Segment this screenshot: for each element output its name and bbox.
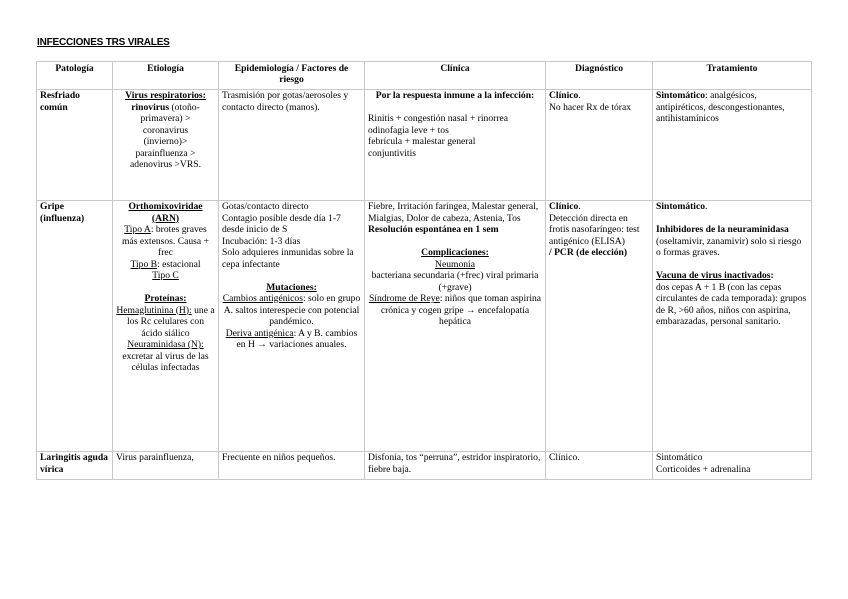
tratamiento-line: Sintomático xyxy=(656,452,703,463)
rinovirus-label: rinovirus xyxy=(131,101,170,113)
cell-clinica: Disfonía, tos “perruna”, estridor inspiratorio, fiebre baja. xyxy=(365,452,546,480)
cell-etiologia xyxy=(113,201,219,452)
inhibidores-text: (oseltamivir, zanamivir) solo si riesgo o formas graves. xyxy=(656,235,802,258)
epidemiologia-line: Incubación: 1-3 días xyxy=(222,235,301,247)
resolucion-text: Resolución espontánea en 1 sem xyxy=(368,224,499,235)
cell-epidemiologia: Frecuente en niños pequeños. xyxy=(219,452,365,480)
vacuna-colon: : xyxy=(770,270,774,281)
clinica-line: Rinitis + congestión nasal + rinorrea xyxy=(368,113,509,124)
header-patologia: Patología xyxy=(37,62,113,90)
table-row xyxy=(37,90,812,201)
table-row xyxy=(37,201,812,452)
etiologia-line: coronavirus xyxy=(142,124,189,136)
hemaglutinina-text: une a los Rc celulares con ácido siálico xyxy=(127,304,215,339)
diagnostico-text: No hacer Rx de tórax xyxy=(549,101,632,113)
cell-diagnostico: Clínico. xyxy=(546,452,653,480)
cell-patologia: Resfriado común xyxy=(37,90,113,201)
cambios-text: : solo en grupo A. saltos interespecie con potencial pandémico. xyxy=(223,293,361,327)
table-row xyxy=(37,452,812,480)
sintomatico-label: Sintomático xyxy=(656,201,706,212)
hemaglutinina-label: Hemaglutinina (H): xyxy=(116,304,192,316)
tratamiento-bold: Sintomático xyxy=(656,90,706,101)
complicaciones-heading: Complicaciones: xyxy=(421,247,489,258)
etiologia-heading: Virus respiratorios: xyxy=(125,90,206,101)
neumonia-text: bacteriana secundaria (+frec) viral primaria (+grave) xyxy=(371,270,539,293)
deriva-label: Deriva antigénica xyxy=(225,327,294,339)
deriva-text: : A y B. cambios en H → variaciones anuales. xyxy=(236,327,358,350)
tipo-c-label: Tipo C xyxy=(152,270,179,281)
etiologia-heading: Orthomixoviridae (ARN) xyxy=(128,201,203,224)
sintomatico-punct: . xyxy=(705,201,708,212)
cell-etiologia xyxy=(113,90,219,201)
diagnostico-bold: Clínico xyxy=(549,201,579,212)
diagnostico-pcr: / PCR (de elección) xyxy=(549,247,628,258)
reye-text: : niños que toman aspirina crónica y cogen gripe → encefalopatía hepática xyxy=(380,293,542,327)
tipo-b-label: Tipo B xyxy=(130,258,158,270)
tipo-b-text: : estacional xyxy=(157,258,201,270)
cell-epidemiologia xyxy=(219,201,365,452)
neumonia-label: Neumonía xyxy=(435,258,475,270)
header-tratamiento: Tratamiento xyxy=(653,62,812,90)
tratamiento-text: : analgésicos, antipiréticos, descongestionantes, antihistamínicos xyxy=(656,90,785,124)
diagnostico-text: Detección directa en frotis nasofaríngeo: test antigénico (ELISA) xyxy=(549,212,640,247)
cell-patologia: Laringitis aguda vírica xyxy=(37,452,113,480)
clinica-line: conjuntivitis xyxy=(368,147,416,159)
cell-tratamiento xyxy=(653,201,812,452)
diagnostico-punct: . xyxy=(578,90,581,101)
etiologia-line: (invierno)> xyxy=(143,136,188,147)
clinica-line: odinofagia leve + tos xyxy=(368,124,449,136)
vacuna-heading: Vacuna de virus inactivados xyxy=(656,270,771,281)
clinica-line: febrícula + malestar general xyxy=(368,136,476,147)
epidemiologia-line: Solo adquieres inmunidas sobre la cepa infectante xyxy=(222,247,354,270)
tipo-a-label: Tipo A xyxy=(124,224,151,235)
rinovirus-text: (otoño-primavera) > xyxy=(140,101,200,124)
reye-label: Síndrome de Reye xyxy=(368,293,440,304)
neuraminidasa-text: excretar al virus de las células infectadas xyxy=(122,350,209,373)
diagnostico-bold: Clínico xyxy=(549,90,579,101)
proteinas-heading: Proteínas: xyxy=(144,293,187,304)
table-header-row xyxy=(37,62,812,90)
clinica-heading: Por la respuesta inmune a la infección: xyxy=(375,90,535,101)
vacuna-text: dos cepas A + 1 B (con las cepas circulantes de cada temporada): grupos de R, >60 años, niños con aspirina, embarazadas, personal sanitario. xyxy=(656,281,807,327)
cell-diagnostico xyxy=(546,90,653,201)
diagnostico-punct: . xyxy=(578,201,581,212)
tipo-a-text: : brotes graves más extensos. Causa + frec xyxy=(122,224,209,258)
infections-table xyxy=(36,61,812,480)
header-diagnostico: Diagnóstico xyxy=(546,62,653,90)
neuraminidasa-label: Neuraminidasa (N): xyxy=(127,339,204,350)
cell-clinica xyxy=(365,90,546,201)
header-clinica: Clínica xyxy=(365,62,546,90)
clinica-text: Fiebre, Irritación faríngea, Malestar general, Mialgias, Dolor de cabeza, Astenia, Tos xyxy=(368,201,539,224)
epidemiologia-line: Gotas/contacto directo xyxy=(222,201,309,212)
etiologia-line: parainfluenza > xyxy=(135,147,196,159)
cell-etiologia: Virus parainfluenza, xyxy=(113,452,219,480)
etiologia-line: adenovirus >VRS. xyxy=(130,159,201,170)
epidemiologia-line: Contagio posible desde día 1-7 desde inicio de S xyxy=(222,212,341,235)
mutaciones-heading: Mutaciones: xyxy=(266,281,317,293)
inhibidores-label: Inhibidores de la neuraminidasa xyxy=(656,224,789,235)
cell-epidemiologia: Trasmisión por gotas/aerosoles y contacto directo (manos). xyxy=(219,90,365,201)
header-epidemiologia: Epidemiología / Factores de riesgo xyxy=(219,62,365,90)
cambios-label: Cambios antigénicos xyxy=(222,293,303,304)
document-title: INFECCIONES TRS VIRALES xyxy=(37,37,170,48)
cell-tratamiento xyxy=(653,452,812,480)
cell-tratamiento xyxy=(653,90,812,201)
cell-patologia: Gripe (influenza) xyxy=(37,201,113,452)
cell-diagnostico xyxy=(546,201,653,452)
header-etiologia: Etiología xyxy=(113,62,219,90)
tratamiento-line: Corticoides + adrenalina xyxy=(656,463,751,475)
cell-clinica xyxy=(365,201,546,452)
